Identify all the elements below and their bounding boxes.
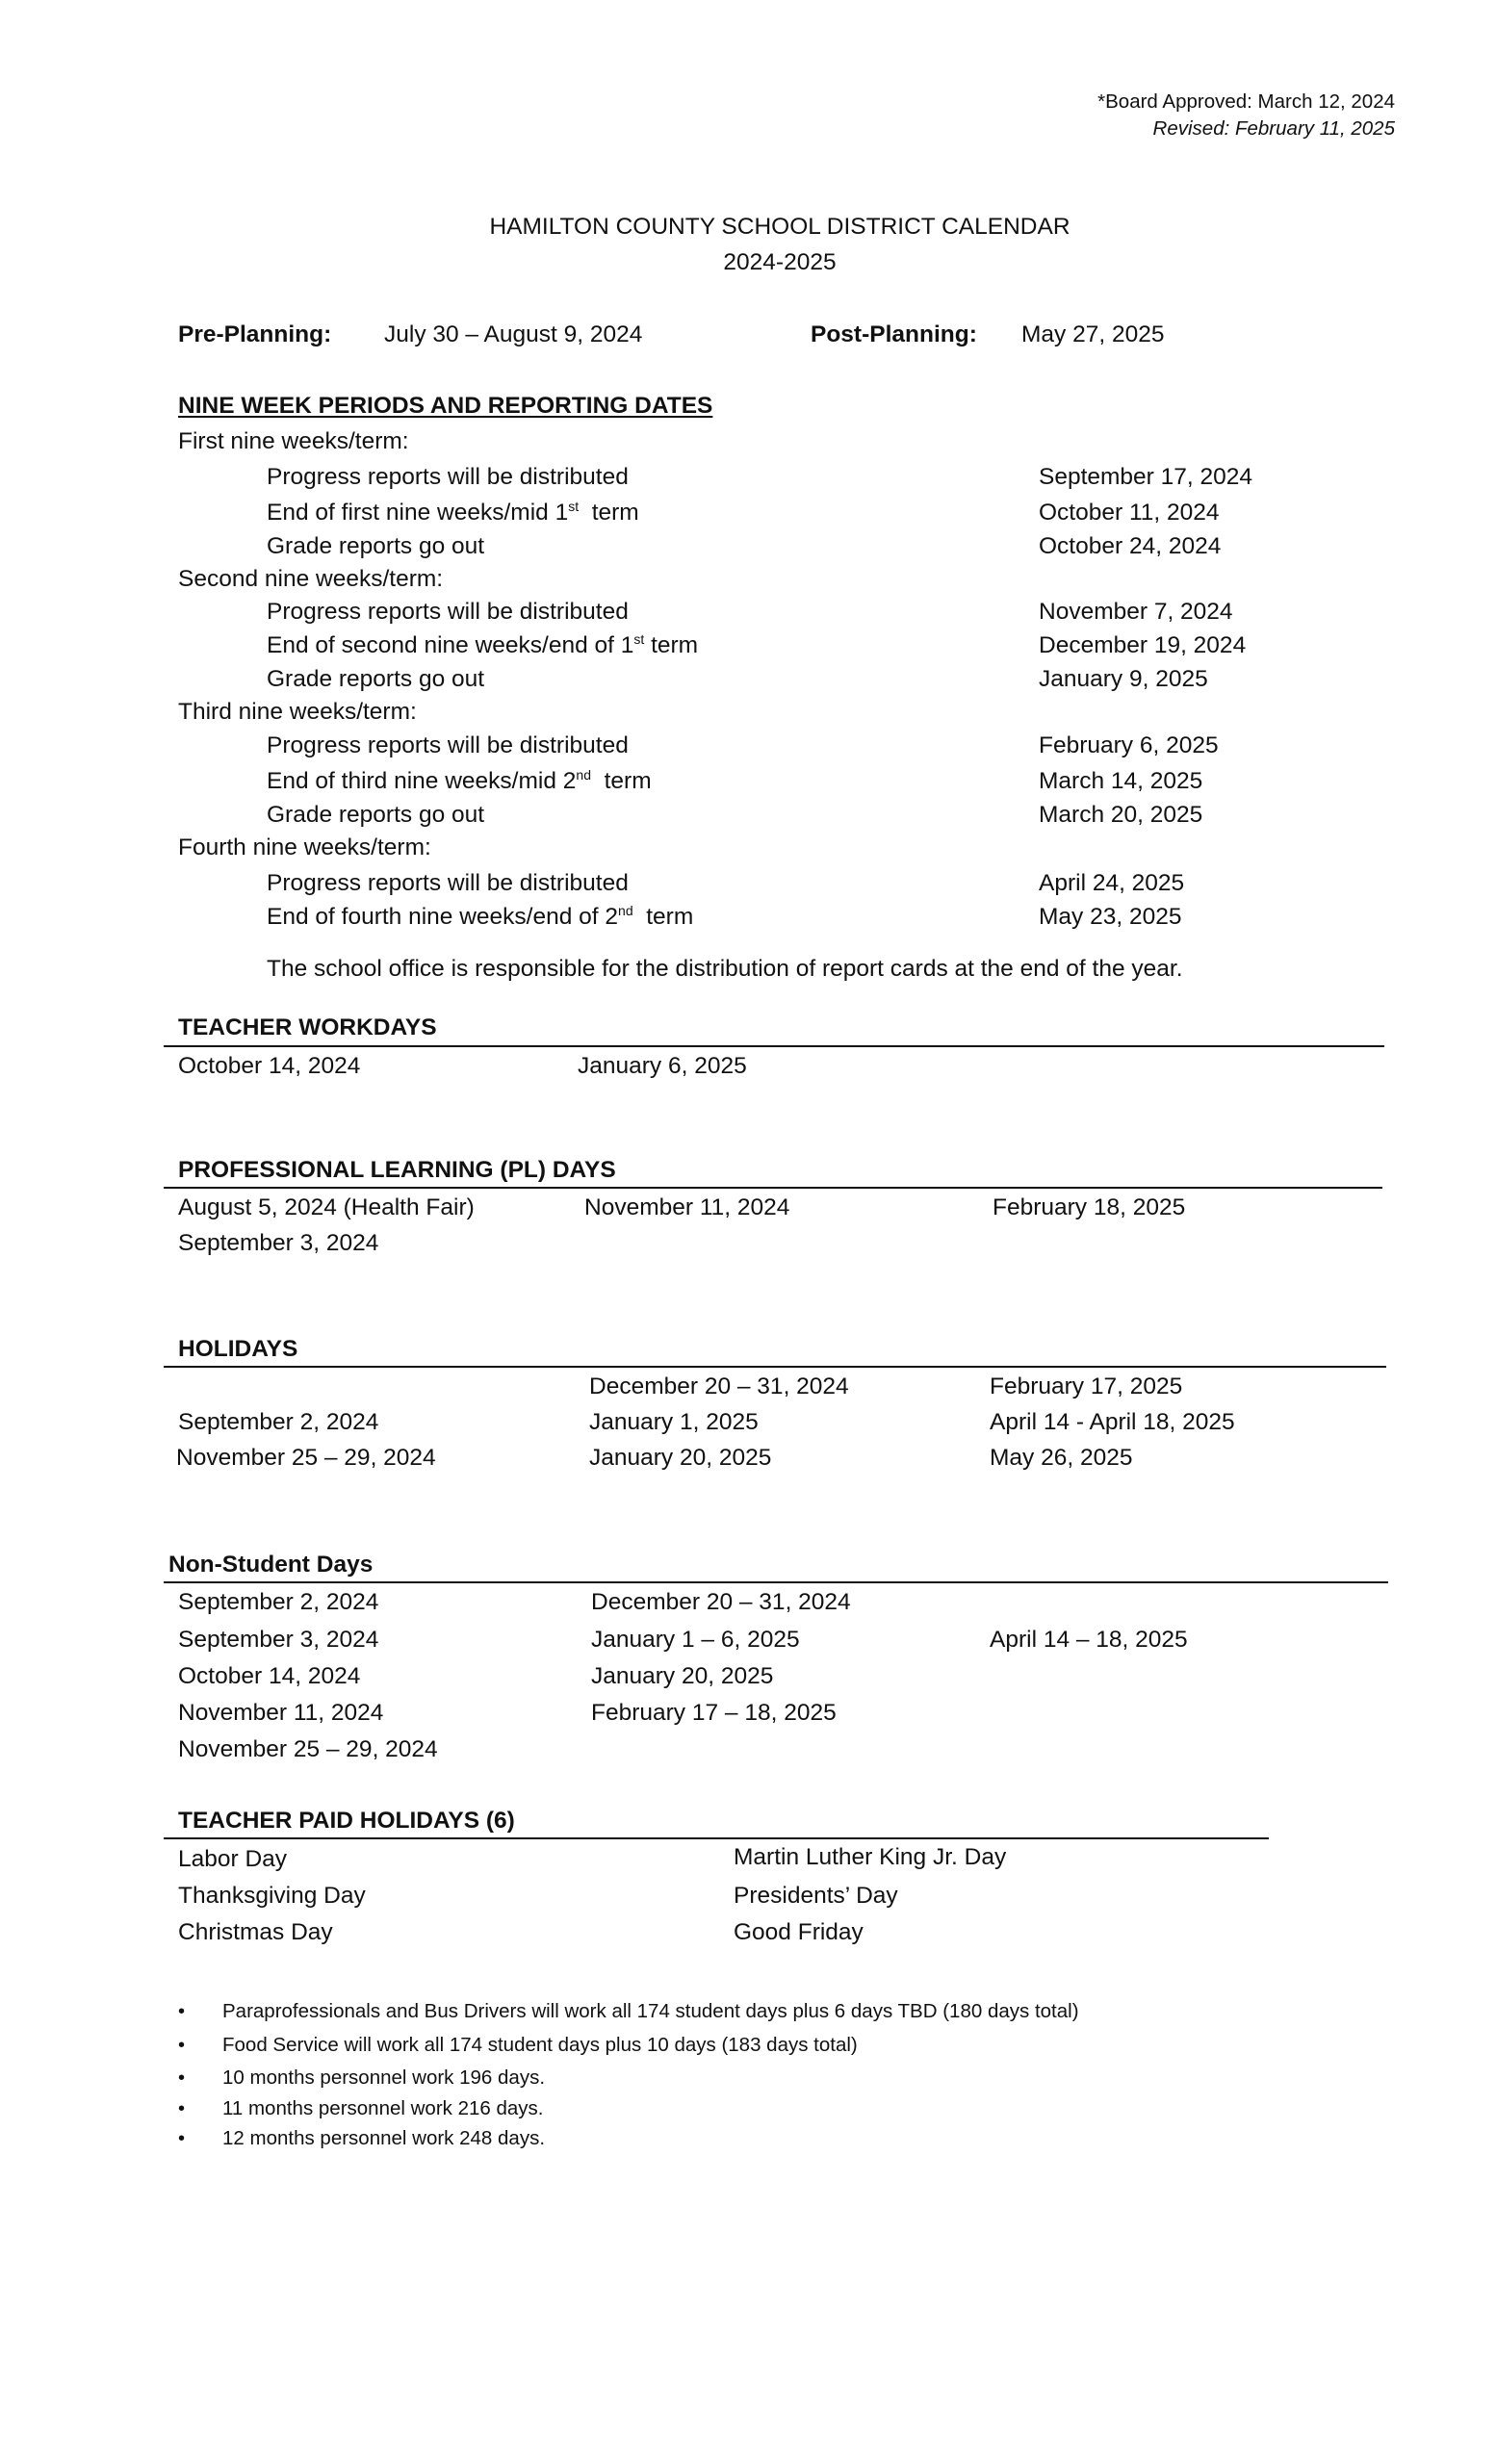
- term-row-date: November 7, 2024: [1039, 599, 1233, 625]
- revised-note: Revised: February 11, 2025: [1152, 117, 1395, 140]
- bullet-icon: •: [178, 2067, 186, 2089]
- holiday-date: February 17, 2025: [990, 1373, 1183, 1399]
- board-approved-note: *Board Approved: March 12, 2024: [1097, 90, 1395, 113]
- holiday-date: January 1, 2025: [589, 1409, 759, 1435]
- term-row-main: End of third nine weeks/mid 2: [267, 768, 577, 794]
- holiday-date: September 2, 2024: [178, 1409, 379, 1435]
- term-row-text: [267, 902, 694, 930]
- nine-week-heading: NINE WEEK PERIODS AND REPORTING DATES: [178, 393, 713, 419]
- pl-date: November 11, 2024: [584, 1194, 790, 1220]
- teacher-workdays-heading: TEACHER WORKDAYS: [178, 1014, 437, 1040]
- paid-holiday: Christmas Day: [178, 1919, 333, 1945]
- term-row-after: term: [646, 904, 694, 930]
- term-row-text: [267, 498, 639, 526]
- term-row-sup: st: [633, 630, 645, 647]
- non-student-date: September 3, 2024: [178, 1627, 379, 1653]
- term-row-date: September 17, 2024: [1039, 464, 1253, 490]
- term-row-sup: nd: [618, 902, 633, 918]
- pl-days-heading: PROFESSIONAL LEARNING (PL) DAYS: [178, 1157, 616, 1183]
- post-planning-value: May 27, 2025: [1021, 321, 1165, 347]
- bullet-text: Food Service will work all 174 student days plus 10 days (183 days total): [222, 2034, 858, 2056]
- non-student-date: January 1 – 6, 2025: [591, 1627, 800, 1653]
- term-row-date: October 11, 2024: [1039, 500, 1220, 526]
- workday-date: January 6, 2025: [578, 1053, 747, 1079]
- term-row-text: Progress reports will be distributed: [267, 464, 629, 490]
- bullet-icon: •: [178, 2128, 186, 2149]
- term-row-text: Grade reports go out: [267, 802, 485, 828]
- pl-date: September 3, 2024: [178, 1230, 379, 1256]
- term-label: Fourth nine weeks/term:: [178, 834, 431, 860]
- term-row-text: Progress reports will be distributed: [267, 870, 629, 896]
- term-row-date: December 19, 2024: [1039, 632, 1247, 658]
- paid-holiday: Good Friday: [734, 1919, 864, 1945]
- term-row-text: Progress reports will be distributed: [267, 599, 629, 625]
- term-row-date: May 23, 2025: [1039, 904, 1182, 930]
- paid-holiday: Labor Day: [178, 1846, 288, 1872]
- bullet-text: 12 months personnel work 248 days.: [222, 2127, 546, 2149]
- workday-date: October 14, 2024: [178, 1053, 361, 1079]
- term-row-date: February 6, 2025: [1039, 732, 1219, 758]
- non-student-date: November 11, 2024: [178, 1700, 384, 1726]
- pre-planning-label: Pre-Planning:: [178, 321, 332, 347]
- paid-holiday: Thanksgiving Day: [178, 1883, 366, 1909]
- term-row-after: term: [604, 768, 652, 794]
- non-student-date: January 20, 2025: [591, 1663, 774, 1689]
- non-student-date: February 17 – 18, 2025: [591, 1700, 837, 1726]
- non-student-heading: Non-Student Days: [168, 1552, 374, 1578]
- term-row-main: End of first nine weeks/mid 1: [267, 500, 569, 526]
- bullet-text: Paraprofessionals and Bus Drivers will work all 174 student days plus 6 days TBD (180 days total): [222, 2000, 1079, 2022]
- bullet-icon: •: [178, 2001, 186, 2022]
- term-row-after: term: [651, 632, 699, 658]
- section-divider: [164, 1045, 1384, 1047]
- term-row-date: March 20, 2025: [1039, 802, 1203, 828]
- paid-holiday: Presidents’ Day: [734, 1883, 898, 1909]
- holidays-heading: HOLIDAYS: [178, 1336, 298, 1362]
- term-label: Second nine weeks/term:: [178, 566, 444, 592]
- term-row-text: Grade reports go out: [267, 666, 485, 692]
- paid-holiday: Martin Luther King Jr. Day: [734, 1844, 1007, 1870]
- term-row-main: End of fourth nine weeks/end of 2: [267, 904, 619, 930]
- term-row-sup: st: [568, 498, 580, 514]
- term-row-text: [267, 630, 699, 658]
- holiday-date: November 25 – 29, 2024: [176, 1445, 436, 1471]
- non-student-date: October 14, 2024: [178, 1663, 361, 1689]
- term-label: Third nine weeks/term:: [178, 699, 417, 725]
- paid-holidays-heading: TEACHER PAID HOLIDAYS (6): [178, 1808, 515, 1834]
- non-student-date: September 2, 2024: [178, 1589, 379, 1615]
- bullet-text: 10 months personnel work 196 days.: [222, 2066, 546, 2089]
- pl-date: August 5, 2024 (Health Fair): [178, 1194, 475, 1220]
- page-year: 2024-2025: [723, 249, 837, 275]
- non-student-date: November 25 – 29, 2024: [178, 1736, 438, 1762]
- holiday-date: May 26, 2025: [990, 1445, 1133, 1471]
- holiday-date: December 20 – 31, 2024: [589, 1373, 849, 1399]
- pre-planning-value: July 30 – August 9, 2024: [384, 321, 643, 347]
- term-row-date: March 14, 2025: [1039, 768, 1203, 794]
- bullet-icon: •: [178, 2035, 186, 2056]
- holiday-date: January 20, 2025: [589, 1445, 772, 1471]
- term-label: First nine weeks/term:: [178, 428, 409, 454]
- non-student-date: April 14 – 18, 2025: [990, 1627, 1188, 1653]
- bullet-icon: •: [178, 2098, 186, 2119]
- term-row-main: End of second nine weeks/end of 1: [267, 632, 634, 658]
- section-divider: [164, 1581, 1388, 1583]
- pl-date: February 18, 2025: [993, 1194, 1186, 1220]
- section-divider: [164, 1366, 1386, 1368]
- report-card-note: The school office is responsible for the distribution of report cards at the end of the year.: [267, 956, 1183, 982]
- term-row-sup: nd: [576, 766, 591, 783]
- term-row-date: October 24, 2024: [1039, 533, 1222, 559]
- section-divider: [164, 1187, 1382, 1189]
- non-student-date: December 20 – 31, 2024: [591, 1589, 851, 1615]
- term-row-after: term: [591, 500, 639, 526]
- term-row-date: January 9, 2025: [1039, 666, 1208, 692]
- page-title: HAMILTON COUNTY SCHOOL DISTRICT CALENDAR: [489, 214, 1070, 240]
- post-planning-label: Post-Planning:: [811, 321, 977, 347]
- term-row-text: Progress reports will be distributed: [267, 732, 629, 758]
- term-row-text: Grade reports go out: [267, 533, 485, 559]
- bullet-text: 11 months personnel work 216 days.: [222, 2097, 544, 2119]
- term-row-date: April 24, 2025: [1039, 870, 1185, 896]
- term-row-text: [267, 766, 652, 794]
- section-divider: [164, 1837, 1269, 1839]
- holiday-date: April 14 - April 18, 2025: [990, 1409, 1235, 1435]
